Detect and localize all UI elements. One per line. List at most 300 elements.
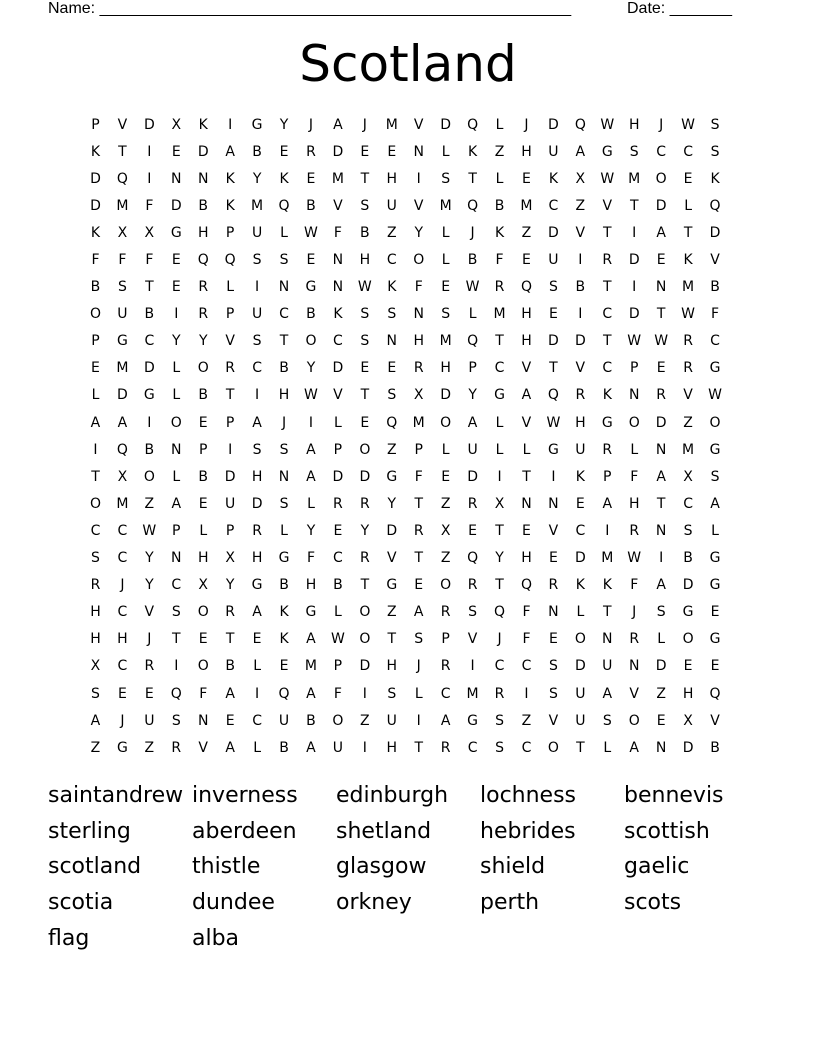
- grid-letter: D: [224, 468, 236, 485]
- grid-letter: T: [603, 279, 612, 296]
- grid-letter: H: [575, 414, 586, 431]
- grid-letter: E: [306, 252, 316, 269]
- grid-letter: C: [656, 143, 667, 160]
- grid-letter: N: [171, 550, 182, 567]
- grid-letter: L: [91, 387, 100, 404]
- grid-letter: L: [603, 739, 612, 756]
- grid-letter: V: [413, 197, 424, 214]
- grid-letter: D: [359, 468, 371, 485]
- grid-letter: P: [198, 441, 208, 458]
- grid-letter: I: [551, 468, 556, 485]
- grid-letter: H: [628, 116, 640, 133]
- grid-letter: B: [198, 387, 209, 404]
- grid-letter: U: [144, 712, 155, 729]
- grid-letter: J: [524, 116, 529, 133]
- grid-letter: L: [441, 143, 450, 160]
- grid-letter: M: [520, 197, 533, 214]
- grid-letter: T: [603, 604, 612, 621]
- grid-letter: E: [117, 685, 127, 702]
- grid-letter: E: [198, 495, 208, 512]
- grid-letter: V: [333, 387, 343, 404]
- grid-letter: E: [522, 252, 531, 269]
- grid-letter: N: [548, 604, 559, 621]
- grid-letter: W: [681, 116, 696, 133]
- grid-letter: G: [709, 577, 721, 594]
- grid-letter: E: [522, 522, 531, 539]
- grid-letter: M: [385, 116, 398, 133]
- grid-row: [82, 328, 742, 355]
- grid-row: [82, 707, 742, 734]
- grid-letter: A: [252, 414, 262, 431]
- grid-letter: Q: [116, 170, 128, 187]
- grid-letter: G: [143, 387, 155, 404]
- grid-letter: D: [90, 197, 101, 214]
- grid-letter: S: [548, 279, 558, 296]
- grid-letter: C: [710, 333, 720, 350]
- grid-letter: N: [548, 495, 559, 512]
- grid-letter: D: [332, 360, 344, 377]
- grid-letter: E: [360, 143, 370, 160]
- grid-letter: P: [333, 658, 343, 675]
- grid-letter: V: [144, 604, 155, 621]
- grid-letter: D: [628, 252, 640, 269]
- word-item: bennevis: [624, 782, 724, 808]
- grid-letter: Y: [414, 224, 423, 241]
- grid-letter: F: [145, 252, 154, 269]
- grid-letter: V: [386, 550, 397, 567]
- grid-letter: R: [225, 360, 236, 377]
- grid-letter: F: [333, 224, 342, 241]
- grid-letter: P: [225, 414, 235, 431]
- grid-letter: P: [333, 441, 343, 458]
- grid-letter: O: [359, 631, 371, 648]
- grid-letter: K: [90, 143, 101, 160]
- grid-letter: B: [198, 197, 209, 214]
- grid-letter: I: [416, 170, 421, 187]
- grid-letter: P: [225, 306, 235, 323]
- grid-letter: K: [575, 468, 585, 485]
- grid-letter: G: [170, 224, 182, 241]
- grid-row: [82, 246, 742, 273]
- grid-letter: A: [467, 414, 478, 431]
- grid-letter: X: [494, 495, 505, 512]
- grid-letter: W: [142, 522, 157, 539]
- grid-letter: E: [522, 170, 531, 187]
- grid-letter: M: [251, 197, 264, 214]
- grid-letter: H: [90, 604, 101, 621]
- grid-letter: B: [144, 441, 155, 458]
- grid-letter: R: [333, 495, 343, 512]
- grid-letter: L: [495, 441, 504, 458]
- grid-letter: G: [116, 739, 128, 756]
- grid-letter: Z: [521, 224, 532, 241]
- word-item: dundee: [192, 890, 275, 916]
- grid-letter: R: [198, 279, 209, 296]
- grid-letter: G: [682, 604, 694, 621]
- grid-letter: E: [548, 550, 558, 567]
- grid-letter: N: [171, 441, 182, 458]
- word-item: flag: [48, 926, 90, 952]
- grid-letter: J: [470, 224, 475, 241]
- grid-letter: F: [145, 197, 154, 214]
- grid-letter: I: [632, 279, 637, 296]
- grid-letter: I: [174, 306, 179, 323]
- grid-letter: G: [467, 712, 479, 729]
- grid-letter: Y: [225, 577, 235, 594]
- grid-letter: V: [575, 224, 586, 241]
- grid-letter: K: [90, 224, 101, 241]
- grid-letter: J: [120, 712, 125, 729]
- grid-letter: L: [522, 441, 531, 458]
- grid-letter: T: [172, 631, 181, 648]
- grid-letter: W: [546, 414, 561, 431]
- grid-letter: D: [386, 522, 398, 539]
- word-item: sterling: [48, 818, 131, 844]
- word-row: [48, 885, 768, 921]
- grid-letter: D: [682, 739, 694, 756]
- grid-letter: I: [174, 658, 179, 675]
- grid-letter: T: [279, 333, 289, 350]
- grid-letter: R: [467, 495, 478, 512]
- grid-letter: U: [548, 143, 559, 160]
- page-title: Scotland: [299, 35, 517, 93]
- grid-letter: N: [655, 739, 667, 756]
- grid-letter: O: [709, 414, 721, 431]
- grid-row: [82, 138, 742, 165]
- grid-letter: U: [602, 658, 613, 675]
- grid-letter: G: [278, 550, 290, 567]
- grid-letter: T: [603, 224, 612, 241]
- grid-letter: C: [683, 143, 693, 160]
- grid-letter: Z: [360, 712, 370, 729]
- grid-letter: H: [197, 550, 209, 567]
- grid-letter: X: [575, 170, 586, 187]
- grid-letter: K: [279, 604, 289, 621]
- grid-letter: U: [467, 441, 478, 458]
- grid-letter: Q: [467, 333, 479, 350]
- word-item: thistle: [192, 854, 261, 880]
- grid-letter: N: [655, 441, 667, 458]
- grid-letter: H: [440, 360, 451, 377]
- grid-letter: J: [416, 658, 421, 675]
- grid-letter: Q: [467, 197, 479, 214]
- grid-letter: D: [440, 387, 452, 404]
- grid-letter: I: [470, 658, 475, 675]
- word-item: gaelic: [624, 854, 690, 880]
- grid-letter: E: [548, 306, 558, 323]
- grid-letter: G: [305, 604, 317, 621]
- grid-letter: R: [683, 333, 693, 350]
- grid-letter: V: [548, 712, 559, 729]
- grid-letter: G: [386, 468, 398, 485]
- grid-letter: I: [416, 712, 421, 729]
- grid-letter: K: [548, 170, 558, 187]
- grid-letter: E: [441, 279, 451, 296]
- grid-letter: E: [279, 658, 289, 675]
- grid-letter: K: [279, 631, 289, 648]
- grid-letter: W: [465, 279, 480, 296]
- grid-letter: Z: [90, 739, 101, 756]
- grid-letter: L: [468, 306, 477, 323]
- grid-letter: T: [225, 387, 235, 404]
- grid-letter: L: [280, 224, 288, 241]
- grid-letter: H: [521, 306, 532, 323]
- grid-letter: O: [332, 712, 344, 729]
- grid-letter: N: [197, 712, 209, 729]
- grid-letter: D: [251, 495, 263, 512]
- grid-letter: V: [333, 197, 343, 214]
- grid-letter: M: [304, 658, 318, 675]
- grid-letter: M: [116, 360, 129, 377]
- grid-letter: R: [90, 577, 101, 594]
- grid-letter: L: [441, 224, 450, 241]
- grid-letter: T: [145, 279, 154, 296]
- word-row: [48, 921, 768, 957]
- grid-letter: C: [548, 197, 559, 214]
- grid-letter: H: [197, 224, 209, 241]
- grid-letter: K: [198, 116, 208, 133]
- grid-letter: V: [602, 197, 613, 214]
- grid-letter: L: [657, 631, 666, 648]
- grid-letter: U: [332, 739, 344, 756]
- grid-letter: C: [575, 522, 586, 539]
- grid-letter: T: [414, 495, 423, 512]
- grid-letter: C: [90, 522, 101, 539]
- grid-letter: K: [575, 577, 585, 594]
- grid-row: [82, 490, 742, 517]
- grid-letter: J: [497, 631, 502, 648]
- grid-letter: O: [628, 414, 640, 431]
- grid-letter: N: [602, 631, 613, 648]
- grid-letter: S: [171, 712, 181, 729]
- grid-letter: K: [279, 170, 289, 187]
- grid-letter: U: [548, 252, 559, 269]
- word-row: [48, 850, 768, 886]
- grid-row: [82, 626, 742, 653]
- grid-letter: B: [683, 550, 693, 567]
- grid-letter: E: [683, 658, 693, 675]
- grid-letter: V: [548, 522, 559, 539]
- grid-letter: H: [251, 468, 263, 485]
- grid-letter: G: [251, 577, 263, 594]
- grid-letter: U: [117, 306, 128, 323]
- grid-letter: C: [521, 658, 532, 675]
- grid-letter: A: [710, 495, 720, 512]
- grid-letter: N: [655, 279, 667, 296]
- grid-letter: P: [225, 522, 235, 539]
- grid-letter: I: [93, 441, 98, 458]
- grid-letter: Q: [116, 441, 128, 458]
- grid-letter: G: [494, 387, 505, 404]
- grid-letter: L: [441, 252, 450, 269]
- grid-letter: U: [251, 224, 263, 241]
- grid-letter: Z: [386, 604, 397, 621]
- grid-letter: B: [494, 197, 505, 214]
- grid-letter: H: [682, 685, 694, 702]
- grid-letter: A: [225, 143, 235, 160]
- grid-letter: H: [278, 387, 290, 404]
- grid-letter: J: [659, 116, 664, 133]
- grid-letter: U: [575, 441, 586, 458]
- grid-letter: N: [332, 279, 344, 296]
- grid-letter: A: [306, 441, 316, 458]
- grid-letter: M: [331, 170, 344, 187]
- word-item: shield: [480, 854, 546, 880]
- grid-letter: J: [147, 631, 152, 648]
- grid-letter: D: [143, 360, 155, 377]
- grid-letter: W: [304, 224, 318, 241]
- grid-letter: F: [495, 252, 504, 269]
- grid-letter: R: [494, 685, 505, 702]
- grid-letter: A: [306, 631, 316, 648]
- grid-letter: F: [118, 252, 127, 269]
- grid-letter: Z: [521, 712, 532, 729]
- grid-letter: D: [359, 658, 371, 675]
- grid-letter: C: [117, 522, 128, 539]
- grid-letter: E: [171, 279, 181, 296]
- grid-letter: J: [120, 577, 125, 594]
- grid-letter: C: [279, 306, 289, 323]
- grid-letter: O: [440, 577, 452, 594]
- grid-letter: E: [656, 712, 666, 729]
- grid-letter: I: [362, 685, 367, 702]
- grid-letter: I: [524, 685, 529, 702]
- grid-letter: S: [629, 143, 639, 160]
- grid-letter: D: [655, 414, 667, 431]
- grid-letter: O: [359, 604, 371, 621]
- grid-letter: C: [333, 333, 343, 350]
- grid-letter: V: [225, 333, 235, 350]
- grid-letter: O: [197, 658, 209, 675]
- word-item: scotia: [48, 890, 114, 916]
- grid-letter: E: [144, 685, 154, 702]
- grid-letter: L: [684, 197, 692, 214]
- grid-letter: I: [578, 252, 583, 269]
- grid-letter: N: [386, 333, 398, 350]
- grid-letter: E: [683, 170, 693, 187]
- grid-letter: A: [440, 712, 451, 729]
- grid-letter: Q: [278, 197, 290, 214]
- grid-letter: Z: [386, 441, 397, 458]
- grid-letter: D: [574, 550, 586, 567]
- letter-grid: [82, 111, 742, 761]
- grid-letter: T: [360, 170, 370, 187]
- word-item: hebrides: [480, 818, 576, 844]
- grid-letter: P: [468, 360, 477, 377]
- grid-letter: S: [91, 550, 100, 567]
- grid-letter: Z: [144, 739, 155, 756]
- grid-letter: D: [655, 658, 667, 675]
- grid-letter: D: [440, 116, 452, 133]
- grid-letter: B: [225, 658, 235, 675]
- grid-letter: A: [575, 143, 586, 160]
- grid-letter: E: [333, 522, 343, 539]
- grid-row: [82, 680, 742, 707]
- grid-letter: T: [360, 387, 370, 404]
- grid-letter: M: [439, 197, 452, 214]
- grid-letter: O: [574, 631, 586, 648]
- grid-letter: A: [656, 224, 666, 241]
- grid-letter: C: [494, 658, 505, 675]
- grid-letter: X: [683, 468, 693, 485]
- grid-letter: N: [628, 658, 640, 675]
- grid-letter: L: [441, 441, 450, 458]
- grid-letter: D: [548, 333, 559, 350]
- grid-letter: Y: [279, 116, 289, 133]
- grid-letter: Q: [520, 279, 532, 296]
- grid-letter: M: [116, 197, 129, 214]
- grid-letter: U: [575, 712, 586, 729]
- grid-letter: D: [628, 306, 640, 323]
- grid-letter: R: [440, 739, 451, 756]
- grid-letter: A: [306, 685, 316, 702]
- grid-letter: L: [280, 522, 288, 539]
- grid-letter: S: [387, 306, 397, 323]
- grid-letter: M: [439, 333, 452, 350]
- grid-letter: S: [252, 252, 262, 269]
- grid-letter: C: [602, 360, 613, 377]
- grid-letter: Y: [306, 360, 316, 377]
- grid-letter: D: [655, 197, 667, 214]
- word-item: scotland: [48, 854, 142, 880]
- grid-letter: L: [253, 739, 261, 756]
- grid-letter: R: [494, 279, 505, 296]
- grid-letter: I: [605, 522, 610, 539]
- grid-letter: L: [226, 279, 235, 296]
- grid-letter: H: [386, 170, 398, 187]
- grid-letter: X: [683, 712, 693, 729]
- grid-letter: E: [91, 360, 100, 377]
- grid-letter: C: [521, 739, 532, 756]
- grid-letter: N: [413, 143, 424, 160]
- grid-letter: I: [362, 739, 367, 756]
- grid-letter: H: [305, 577, 317, 594]
- grid-letter: C: [117, 658, 128, 675]
- grid-letter: T: [549, 360, 558, 377]
- grid-letter: F: [333, 685, 342, 702]
- grid-letter: G: [305, 279, 317, 296]
- date-field: Date: _______: [627, 0, 732, 17]
- grid-letter: N: [278, 468, 290, 485]
- grid-letter: E: [387, 143, 397, 160]
- grid-letter: P: [441, 631, 450, 648]
- grid-letter: F: [522, 631, 531, 648]
- grid-letter: R: [548, 577, 559, 594]
- grid-letter: P: [172, 522, 181, 539]
- grid-letter: K: [387, 279, 397, 296]
- grid-letter: B: [333, 577, 343, 594]
- grid-letter: A: [225, 739, 235, 756]
- grid-letter: D: [467, 468, 478, 485]
- grid-letter: D: [548, 116, 559, 133]
- grid-row: [82, 572, 742, 599]
- grid-letter: H: [90, 631, 101, 648]
- grid-letter: A: [225, 685, 235, 702]
- word-item: saintandrew: [48, 782, 184, 808]
- grid-letter: X: [440, 522, 451, 539]
- grid-letter: G: [601, 414, 613, 431]
- grid-letter: Y: [387, 495, 397, 512]
- grid-letter: O: [413, 252, 425, 269]
- grid-letter: R: [171, 739, 182, 756]
- grid-letter: S: [602, 712, 612, 729]
- grid-row: [82, 111, 742, 138]
- grid-letter: B: [279, 577, 289, 594]
- grid-letter: R: [225, 604, 236, 621]
- grid-letter: Z: [386, 224, 397, 241]
- word-item: glasgow: [336, 854, 427, 880]
- grid-letter: W: [600, 116, 615, 133]
